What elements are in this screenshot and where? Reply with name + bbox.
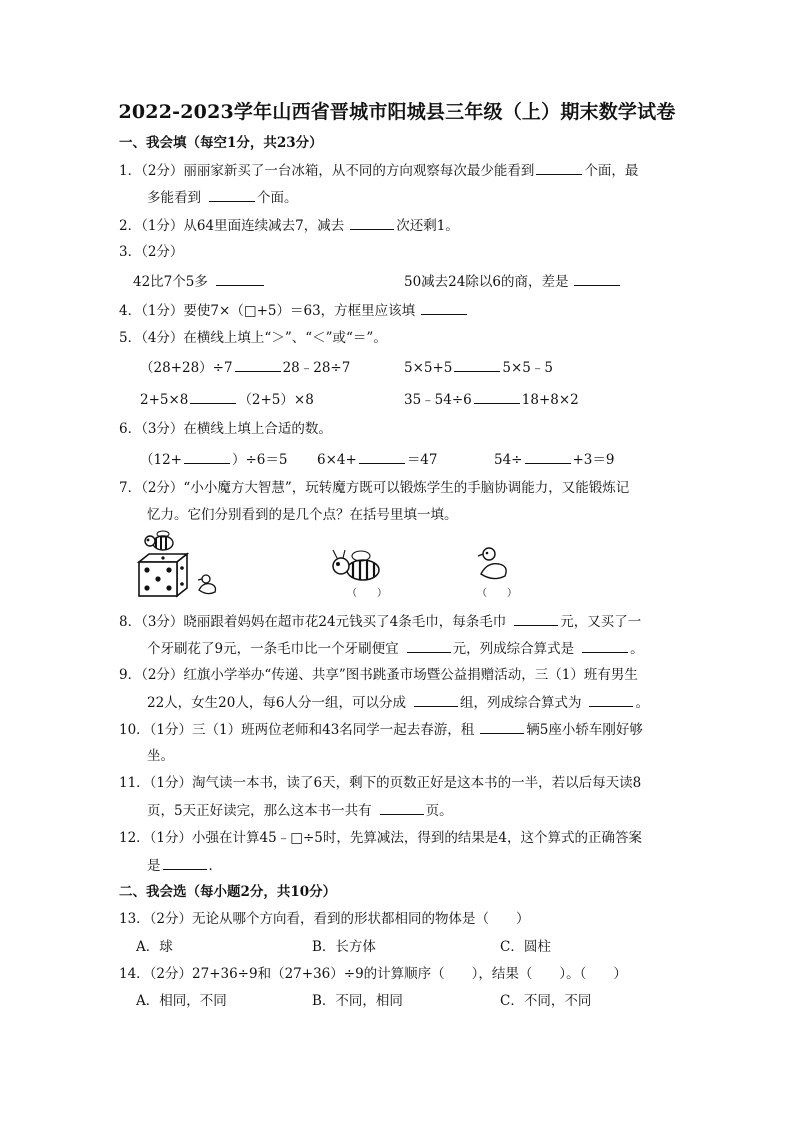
q5-blank-1[interactable] [235,357,281,372]
q2-text-a: 2．（1分）从64里面连续减去7，减去 [119,218,345,234]
q12-text-c: ． [208,858,222,874]
q11-text-b: 页，5天正好读完，那么这本书一共有 [147,803,372,819]
q3-blank-2[interactable] [574,271,620,286]
dice-illustration [133,530,533,600]
q11-blank[interactable] [380,800,424,815]
q12-blank[interactable] [163,855,207,870]
q8-blank-3[interactable] [582,638,628,653]
q2-blank[interactable] [350,215,394,230]
q13-option-a[interactable]: A．球 [136,939,173,955]
q5-blank-3[interactable] [190,389,236,404]
q8-text-e: 。 [630,641,644,657]
q8-blank-1[interactable] [514,611,558,626]
q1-text-c: 多能看到 [147,190,201,206]
q1-blank-2[interactable] [209,187,255,202]
question-4 [119,300,469,321]
bee-icon-large [333,550,379,580]
question-12-line-2 [147,855,222,876]
q9-text-d: 。 [635,695,649,711]
q2-text-b: 次还剩1。 [396,218,459,234]
q6-p1-a: （12+ [140,452,182,468]
q8-text-b: 元，又买了一 [560,614,642,630]
question-5-head: 5．（4分）在横线上填上“＞”、“＜”或“＝”。 [119,330,387,346]
q5-r2r-b: 18+8×2 [521,392,579,408]
q9-blank-2[interactable] [589,692,633,707]
page-title: 2022-2023学年山西省晋城市阳城县三年级（上）期末数学试卷 [118,101,676,123]
q13-option-c[interactable]: C．圆柱 [500,939,551,955]
question-5-row2-right [404,389,579,410]
q5-r2l-a: 2+5×8 [140,392,189,408]
die-icon [139,554,187,596]
q4-blank[interactable] [421,300,467,315]
q3-right-text: 50减去24除以6的商，差是 [404,274,569,290]
duck-icon-large [478,548,506,579]
question-14: 14．（2分）27+36÷9和（27+36）÷9的计算顺序（ ），结果（ ）。（ ） [119,966,627,982]
question-13: 13．（2分）无论从哪个方向看，看到的形状都相同的物体是（ ） [119,911,530,927]
q9-text-c: 组，列成综合算式为 [459,695,582,711]
question-6-part-1 [140,449,288,470]
q11-text-c: 页。 [425,803,453,819]
q8-blank-2[interactable] [407,638,451,653]
q1-text-a: 1．（2分）丽丽家新买了一台冰箱，从不同的方向观察每次最少能看到 [119,163,535,179]
q7-answer-paren-2[interactable]: （ ） [477,588,517,599]
q10-text-b: 辆5座小轿车刚好够 [526,722,643,738]
question-1-line-1 [119,160,638,181]
q4-text: 4．（1分）要使7×（□+5）＝63，方框里应该填 [119,303,416,319]
q14-option-c[interactable]: C．不同，不同 [500,993,592,1009]
question-5-row1-right [404,357,553,378]
question-5-row2-left [140,389,314,410]
q5-blank-4[interactable] [474,389,520,404]
q6-p2-b: ＝47 [406,452,438,468]
question-6-head: 6．（3分）在横线上填上合适的数。 [119,421,332,437]
q6-p1-b: ）÷6＝5 [232,452,288,468]
section-heading-fill: 一、我会填（每空1分，共23分） [119,135,323,151]
dice-figure [133,530,533,600]
q5-r2l-b: （2+5）×8 [238,392,314,408]
duck-icon [198,575,216,594]
question-9-line-1: 9．（2分）红旗小学举办“传递、共享”图书跳蚤市场暨公益捐赠活动，三（1）班有男生 [119,667,638,683]
q8-text-d: 元，列成综合算式是 [452,641,575,657]
question-10-line-1 [119,719,643,740]
section-heading-choose: 二、我会选（每小题2分，共10分） [119,884,337,900]
q6-p3-b: +3＝9 [572,452,615,468]
q1-blank-1[interactable] [536,160,582,175]
q6-p3-a: 54÷ [494,452,523,468]
q13-option-b[interactable]: B．长方体 [312,939,376,955]
question-7-line-1: 7．（2分）“小小魔方大智慧”，玩转魔方既可以锻炼学生的手脑协调能力，又能锻炼记 [119,480,630,496]
q5-blank-2[interactable] [454,357,500,372]
q5-r1r-b: 5×5﹣5 [502,360,553,376]
q8-text-c: 个牙刷花了9元，一条毛巾比一个牙刷便宜 [147,641,399,657]
q5-r1r-a: 5×5+5 [404,360,453,376]
question-3-part-2 [404,271,622,292]
q3-blank-1[interactable] [216,271,264,286]
question-3-head: 3．（2分） [119,244,184,260]
question-8-line-1 [119,611,641,632]
question-7-line-2: 忆力。它们分别看到的是几个点？在括号里填一填。 [147,507,458,523]
question-5-row1-left [140,357,350,378]
q8-text-a: 8．（3分）晓丽跟着妈妈在超市花24元钱买了4条毛巾，每条毛巾 [119,614,507,630]
q6-p2-a: 6×4+ [317,452,357,468]
q10-text-a: 10．（1分）三（1）班两位老师和43名同学一起去春游，租 [119,722,475,738]
question-6-part-3 [494,449,615,470]
q14-option-a[interactable]: A．相同，不同 [136,993,227,1009]
q3-left-text: 42比7个5多 [133,274,208,290]
question-6-part-2 [317,449,438,470]
q6-blank-2[interactable] [359,449,405,464]
question-8-line-2 [147,638,644,659]
q7-answer-paren-1[interactable]: （ ） [347,588,387,599]
question-12-line-1: 12．（1分）小强在计算45﹣□÷5时，先算减法，得到的结果是4，这个算式的正确答案 [119,830,642,846]
question-1-line-2 [147,187,298,208]
q5-r2r-a: 35﹣54÷6 [404,392,472,408]
q5-r1l-b: 28﹣28÷7 [282,360,351,376]
q10-blank[interactable] [480,719,524,734]
q5-r1l-a: （28+28）÷7 [140,360,233,376]
q9-text-b: 22人，女生20人，每6人分一组，可以分成 [147,695,406,711]
question-10-line-2: 坐。 [147,748,174,764]
q6-blank-1[interactable] [184,449,230,464]
question-11-line-1: 11．（1分）淘气读一本书，读了6天，剩下的页数正好是这本书的一半，若以后每天读8 [119,775,642,791]
question-3-part-1 [133,271,266,292]
bee-icon [145,531,173,550]
q1-text-b: 个面，最 [584,163,639,179]
q6-blank-3[interactable] [525,449,571,464]
q12-text-b: 是 [147,858,161,874]
q1-text-d: 个面。 [257,190,298,206]
q14-option-b[interactable]: B．不同，相同 [312,993,403,1009]
question-2 [119,215,459,236]
question-11-line-2 [147,800,453,821]
q9-blank-1[interactable] [414,692,458,707]
question-9-line-2 [147,692,649,713]
